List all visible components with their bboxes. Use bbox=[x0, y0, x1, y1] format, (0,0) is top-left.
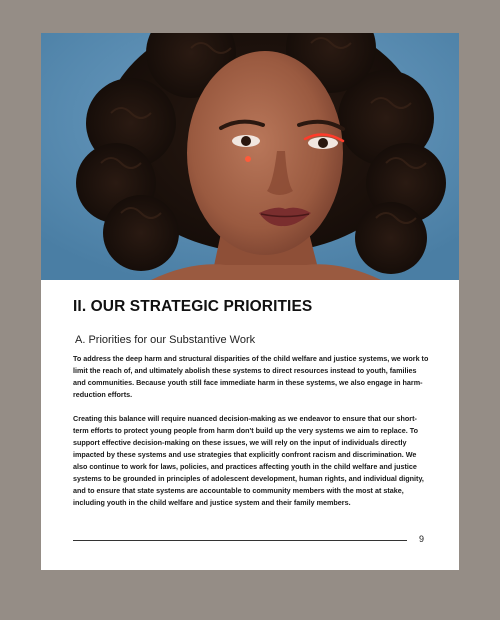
paragraph: To address the deep harm and structural disparities of the child welfare and justice systems, we work to limit the reach of, and ultimately abolish these systems to direct resources instead to youth, families and communities. Because youth still face immediate harm in these systems, we also engage in harm-reduction efforts. bbox=[73, 354, 429, 399]
page-number: 9 bbox=[419, 534, 425, 544]
document-page bbox=[41, 33, 459, 570]
portrait-photo bbox=[41, 33, 459, 280]
body-text bbox=[73, 353, 431, 521]
paragraph: Creating this balance will require nuanced decision-making as we endeavor to ensure that our short-term efforts to protect young people from harm don't build up the very systems we aim to replace. To support effective decision-making on these issues, we will rely on the input of individuals directly impacted by these systems and use strategies that explicitly confront racism and discrimination. We also continue to work for laws, policies, and practices affecting youth in the child welfare and justice systems to be grounded in principles of adolescent development, human rights, and individual dignity, and to ensure that state systems are accountable to community members with the most at stake, including youth in the child welfare and justice system and their family members. bbox=[73, 414, 424, 507]
section-subheading: A. Priorities for our Substantive Work bbox=[75, 334, 256, 346]
footer-rule bbox=[73, 540, 407, 541]
section-heading: II. OUR STRATEGIC PRIORITIES bbox=[73, 298, 313, 315]
